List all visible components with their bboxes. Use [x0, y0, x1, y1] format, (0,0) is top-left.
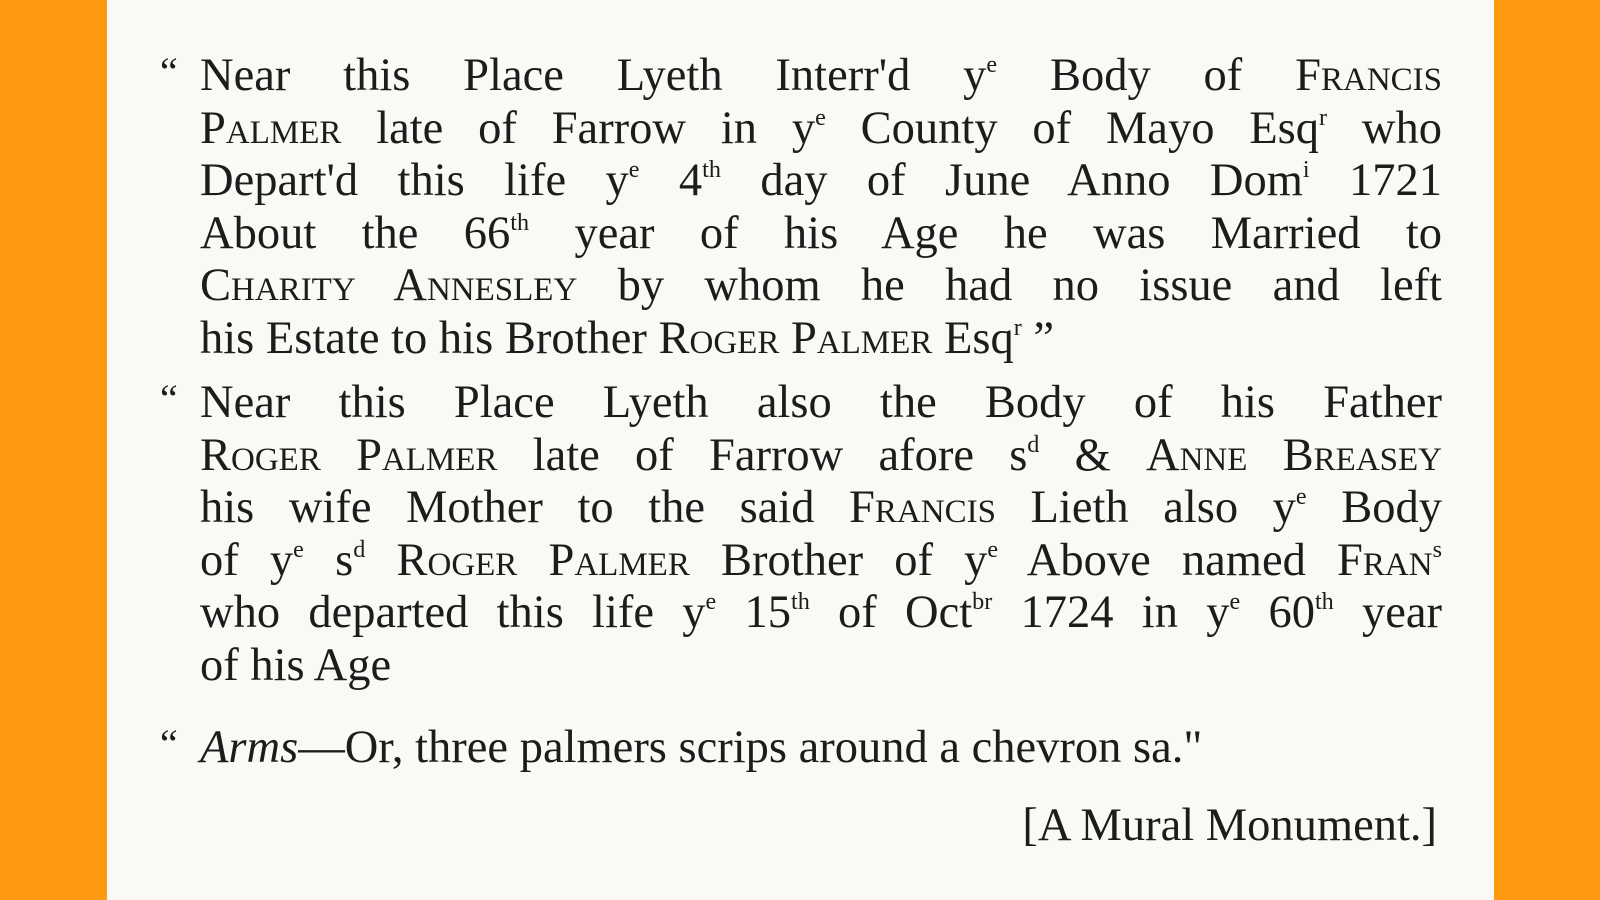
text-line: of $y^e$ $s^d$ Roger Palmer Brother of $y^e$ Above named Fran$^s$: [200, 534, 1443, 586]
text-line: of his Age: [200, 639, 392, 691]
inscription-paragraph-2: [160, 377, 1442, 692]
text-line: Depart'd this life $y^e$ 4th day of June Anno Dom$^i$ 1721: [200, 155, 1442, 206]
text-line: his Estate to his Brother Roger Palmer Esq$^r$ ”: [200, 312, 1055, 364]
arms-label: Arms: [200, 722, 299, 773]
text-line: his wife Mother to the said Francis Lieth also $y^e$ Body: [200, 482, 1442, 533]
monument-caption: [A Mural Monument.]: [1022, 800, 1437, 851]
opening-quote: “: [160, 721, 178, 766]
text-line: Palmer late of Farrow in $y^e$ County of Mayo Esq$^r$ who: [200, 102, 1442, 154]
text-line: Near this Place Lyeth Interr'd $y^e$ Body of Francis: [200, 50, 1443, 101]
text-line: Near this Place Lyeth also the Body of his Father: [200, 377, 1442, 428]
opening-quote: “: [160, 49, 178, 94]
inscription-paragraph-1: [160, 50, 1442, 365]
text-line: [200, 722, 1442, 775]
inscription-text: [160, 50, 1442, 775]
arms-line: [160, 722, 1442, 775]
opening-quote: “: [160, 376, 178, 421]
text-line: About the 66th year of his Age he was Married to: [200, 207, 1442, 259]
arms-description: —Or, three palmers scrips around a chevron sa.": [298, 722, 1203, 773]
text-line: Roger Palmer late of Farrow afore $s^d$ & Anne Breasey: [200, 429, 1442, 481]
text-line: Charity Annesley by whom he had no issue and left: [200, 260, 1442, 311]
text-line: who departed this life $y^e$ 15th of Oct$^{br}$ 1724 in $y^e$ 60th year: [200, 587, 1443, 638]
